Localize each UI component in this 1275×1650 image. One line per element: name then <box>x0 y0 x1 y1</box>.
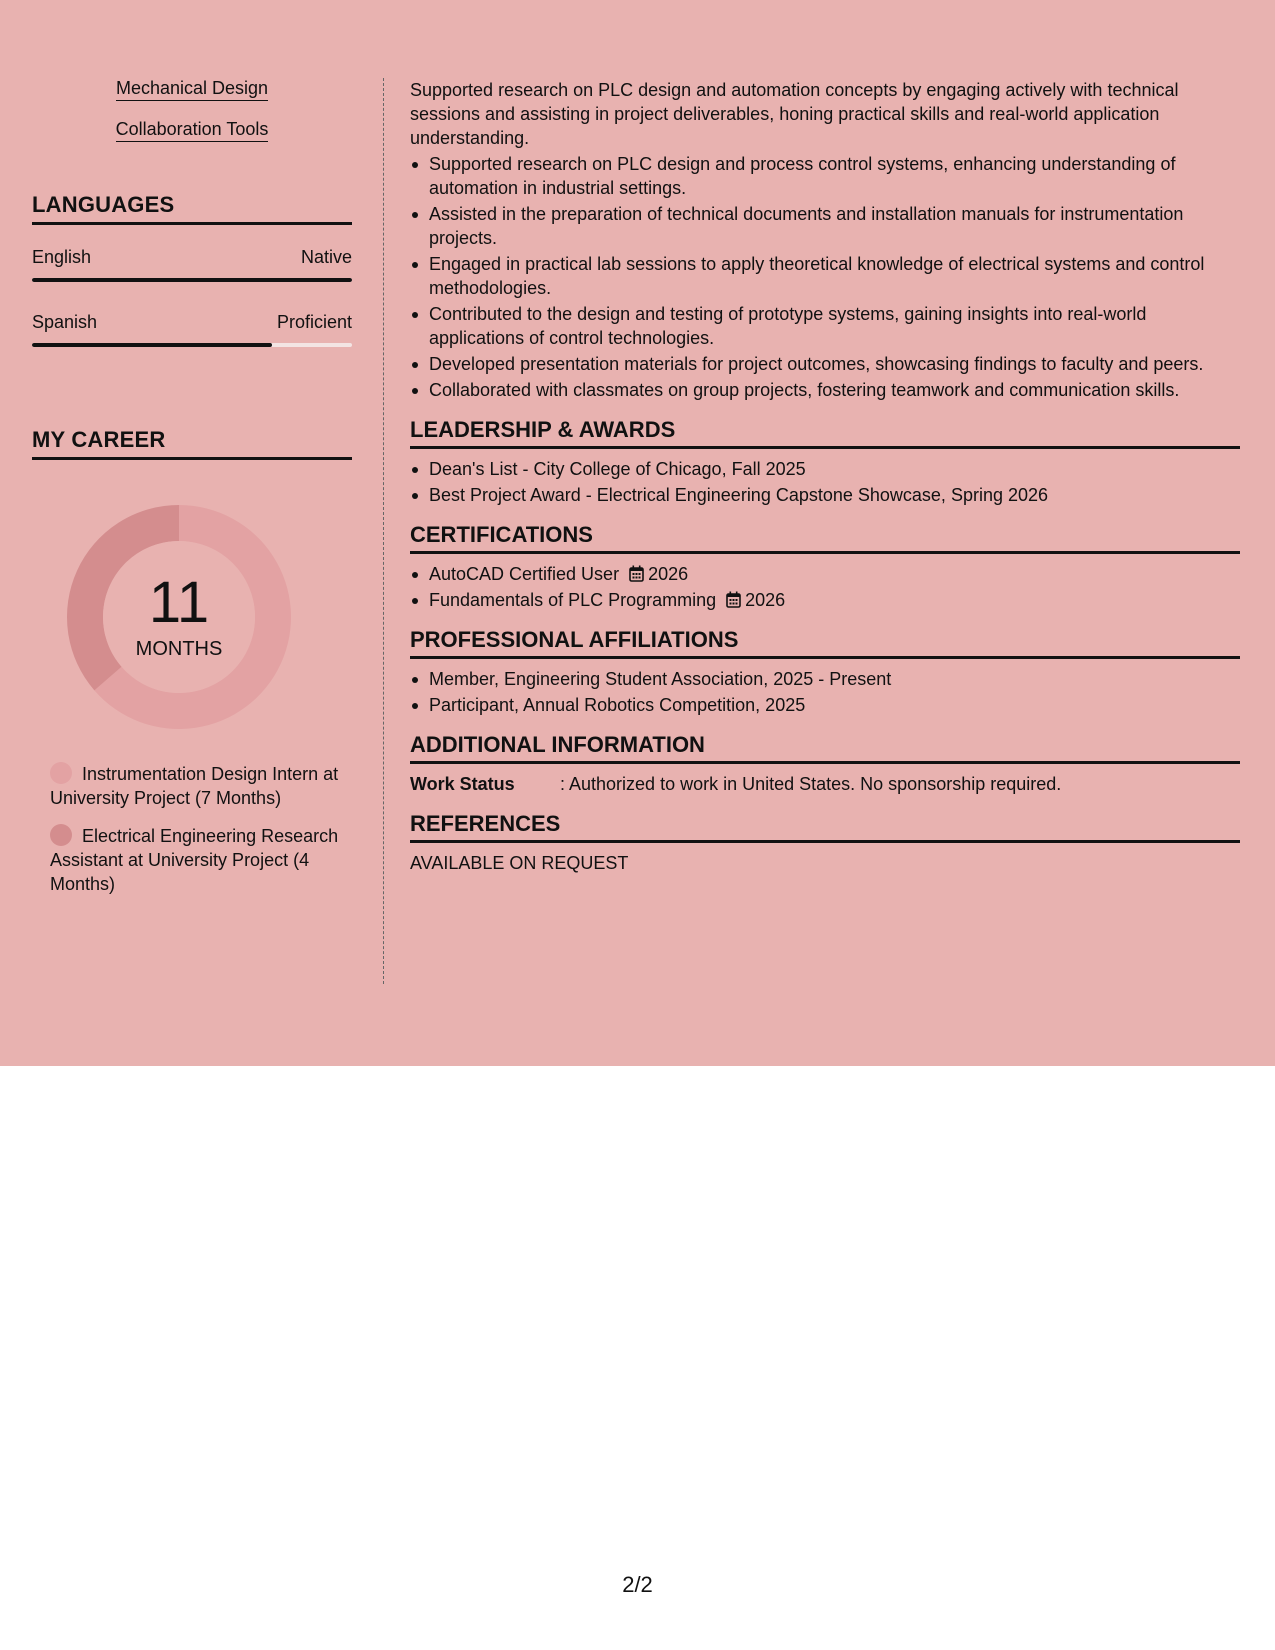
skill-item: Mechanical Design <box>32 78 352 99</box>
donut-center <box>64 502 294 732</box>
legend-item: Electrical Engineering Research Assistant at University Project (4 Months) <box>50 826 339 894</box>
calendar-icon <box>726 591 741 608</box>
legend-dot-icon <box>50 824 72 846</box>
work-status-row <box>410 772 1240 796</box>
work-status-label: Work Status <box>410 774 515 794</box>
legend-item: Instrumentation Design Intern at University Project (7 Months) <box>50 764 339 808</box>
main-content <box>410 78 1240 875</box>
list-item: AutoCAD Certified User 2026 <box>410 562 1240 586</box>
list-item: Best Project Award - Electrical Engineering Capstone Showcase, Spring 2026 <box>410 483 1240 507</box>
list-item: Member, Engineering Student Association, 2025 - Present <box>410 667 1240 691</box>
career-donut-chart <box>64 502 294 732</box>
leadership-list <box>410 457 1240 507</box>
career-title: MY CAREER <box>32 427 352 460</box>
sidebar <box>32 78 352 910</box>
list-item: Fundamentals of PLC Programming 2026 <box>410 588 1240 612</box>
legend-dot-icon <box>50 762 72 784</box>
column-divider <box>383 78 384 984</box>
list-item: Developed presentation materials for project outcomes, showcasing findings to faculty and peers. <box>410 352 1240 376</box>
skill-item: Collaboration Tools <box>32 119 352 140</box>
language-row <box>32 312 352 333</box>
references-title: REFERENCES <box>410 812 1240 843</box>
list-item: Dean's List - City College of Chicago, Fall 2025 <box>410 457 1240 481</box>
work-status-value: : Authorized to work in United States. No sponsorship required. <box>560 774 1062 794</box>
list-item: Contributed to the design and testing of prototype systems, gaining insights into real-world applications of control technologies. <box>410 302 1240 350</box>
career-total-unit: MONTHS <box>135 637 223 660</box>
list-item: Supported research on PLC design and process control systems, enhancing understanding of automation in industrial settings. <box>410 152 1240 200</box>
language-bar <box>32 343 352 347</box>
list-item: Engaged in practical lab sessions to apply theoretical knowledge of electrical systems and control methodologies. <box>410 252 1240 300</box>
language-name: English <box>32 247 92 267</box>
language-bar <box>32 278 352 282</box>
list-item: Participant, Annual Robotics Competition, 2025 <box>410 693 1240 717</box>
language-level: Native <box>300 247 352 267</box>
career-legend <box>50 762 340 896</box>
affiliations-list <box>410 667 1240 717</box>
calendar-icon <box>629 565 644 582</box>
language-level: Proficient <box>276 312 352 332</box>
languages-title: LANGUAGES <box>32 192 352 225</box>
language-bar-fill <box>32 343 272 347</box>
language-bar-fill <box>32 278 352 282</box>
list-item: Collaborated with classmates on group projects, fostering teamwork and communication skills. <box>410 378 1240 402</box>
references-text: AVAILABLE ON REQUEST <box>410 853 629 873</box>
leadership-title: LEADERSHIP & AWARDS <box>410 418 1240 449</box>
list-item: Assisted in the preparation of technical documents and installation manuals for instrumentation projects. <box>410 202 1240 250</box>
page-number: 2/2 <box>622 1572 653 1597</box>
certifications-title: CERTIFICATIONS <box>410 523 1240 554</box>
additional-info-title: ADDITIONAL INFORMATION <box>410 733 1240 764</box>
certifications-list <box>410 562 1240 612</box>
language-row <box>32 247 352 268</box>
affiliations-title: PROFESSIONAL AFFILIATIONS <box>410 628 1240 659</box>
language-name: Spanish <box>32 312 98 332</box>
career-total-value: 11 <box>148 569 210 635</box>
experience-bullets <box>410 152 1240 402</box>
experience-summary: Supported research on PLC design and automation concepts by engaging actively with technical sessions and assisting in project deliverables, honing practical skills and real-world application understanding. <box>410 80 1179 148</box>
